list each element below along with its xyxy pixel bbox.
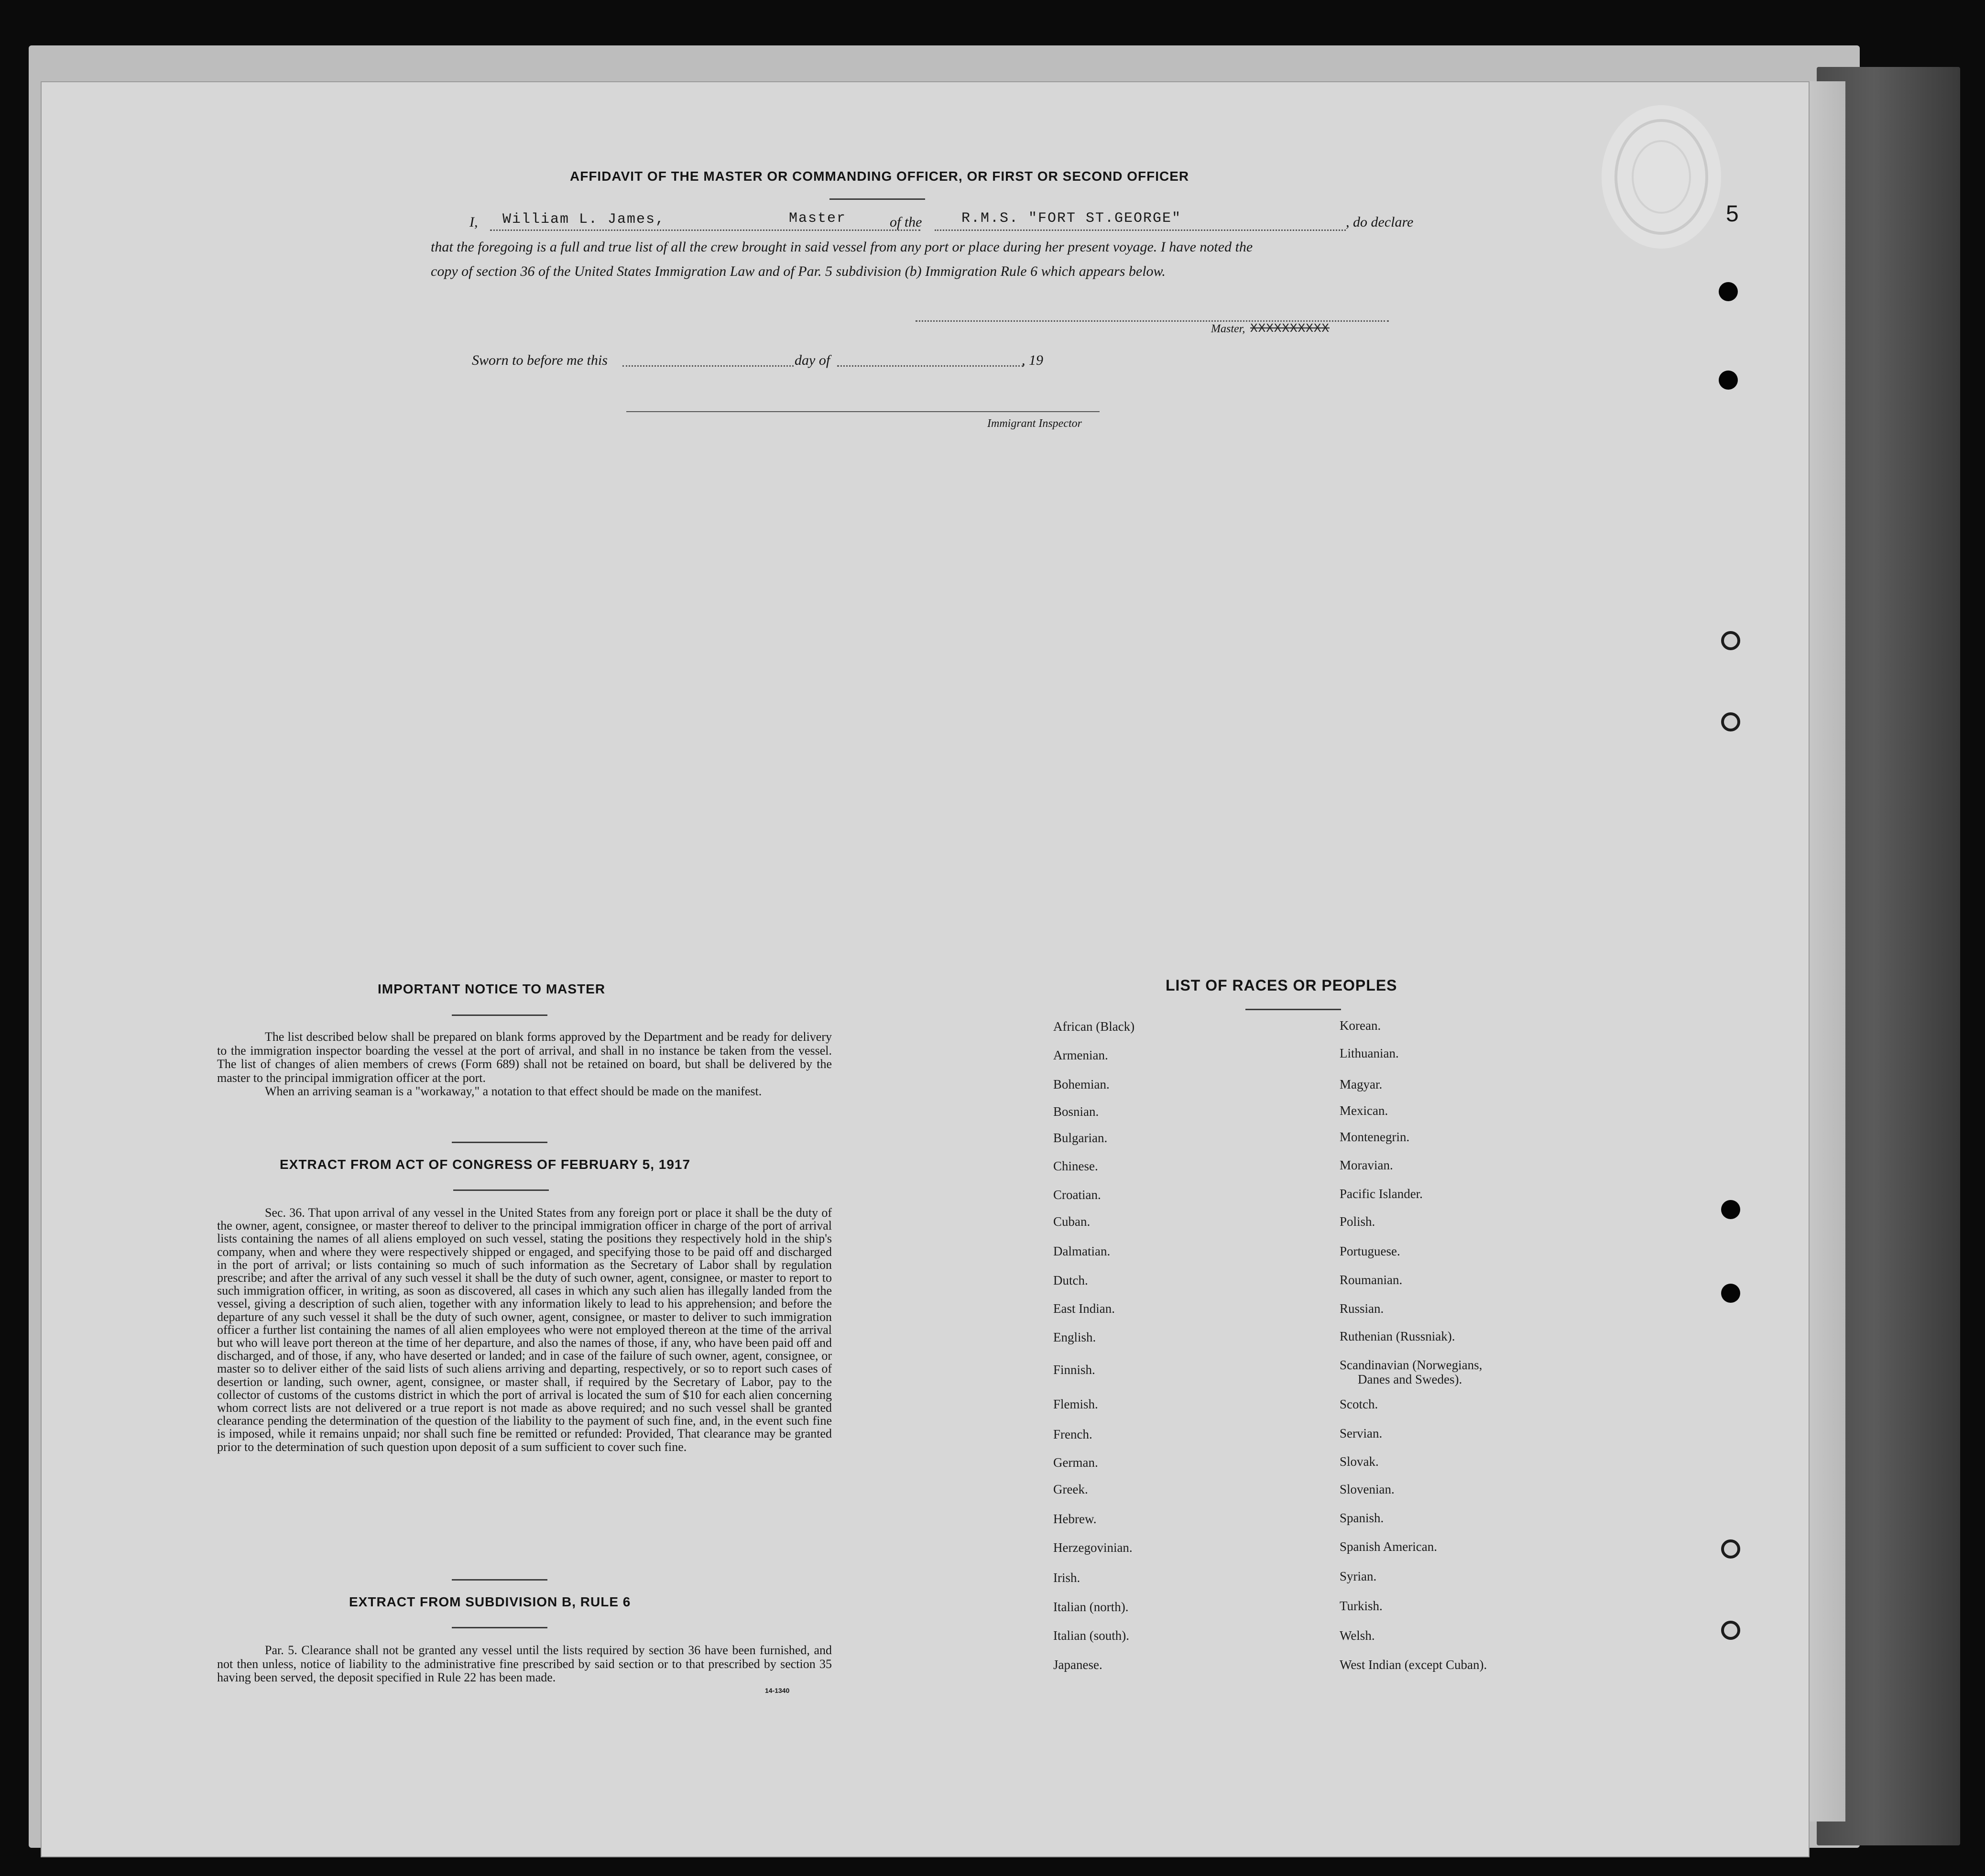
race-item: Pacific Islander. (1340, 1187, 1423, 1201)
affidavit-i: I, (469, 214, 478, 230)
race-item: Flemish. (1053, 1397, 1098, 1411)
affidavit-line-2: that the foregoing is a full and true list of all the crew brought in said vessel from any port or place during her present voyage. I have noted the (431, 239, 1253, 255)
sworn-day-line (622, 365, 794, 367)
binder-hole (1721, 1284, 1740, 1303)
race-item: Spanish. (1340, 1511, 1384, 1525)
race-item: Russian. (1340, 1301, 1384, 1316)
race-item: Moravian. (1340, 1158, 1393, 1172)
extract1-rule (453, 1189, 549, 1191)
race-item: French. (1053, 1427, 1092, 1441)
binder-hole (1719, 282, 1738, 301)
race-item: Dutch. (1053, 1273, 1088, 1287)
race-item: Italian (south). (1053, 1628, 1129, 1643)
race-item: German. (1053, 1455, 1098, 1470)
document-page (41, 81, 1810, 1857)
race-item: Herzegovinian. (1053, 1540, 1133, 1555)
race-item: Servian. (1340, 1426, 1383, 1440)
race-item: Turkish. (1340, 1599, 1383, 1613)
binder-hole (1721, 631, 1740, 650)
vessel-line (935, 229, 1346, 231)
race-item: Montenegrin. (1340, 1130, 1410, 1144)
race-item: Ruthenian (Russniak). (1340, 1329, 1455, 1343)
inspector-signature-line (626, 411, 1100, 412)
notice-body (217, 1030, 832, 1099)
race-item: West Indian (except Cuban). (1340, 1658, 1487, 1672)
race-item: Portuguese. (1340, 1244, 1400, 1258)
race-item: Italian (north). (1053, 1600, 1129, 1614)
race-item: Slovenian. (1340, 1482, 1395, 1496)
year-label: , 19 (1022, 352, 1043, 368)
race-item: Hebrew. (1053, 1512, 1097, 1526)
sworn-label: Sworn to before me this (472, 352, 608, 368)
affidavit-line-3: copy of section 36 of the United States Immigration Law and of Par. 5 subdivision (b) Immigration Rule 6 which appears below. (431, 263, 1166, 279)
race-item: East Indian. (1053, 1301, 1115, 1316)
form-number: 14-1340 (765, 1687, 790, 1694)
notice-paragraph-2: When an arriving seaman is a "workaway," a notation to that effect should be made on the manifest. (265, 1084, 762, 1098)
affidavit-title: AFFIDAVIT OF THE MASTER OR COMMANDING OFFICER, OR FIRST OR SECOND OFFICER (570, 169, 1189, 184)
binder-hole (1721, 1539, 1740, 1559)
race-item: Armenian. (1053, 1048, 1108, 1062)
master-name: William L. James, (502, 211, 665, 228)
binder-hole (1721, 1200, 1740, 1219)
race-item: Mexican. (1340, 1103, 1388, 1118)
race-item: Syrian. (1340, 1569, 1377, 1583)
notice-rule (452, 1014, 547, 1016)
race-item: Scotch. (1340, 1397, 1378, 1411)
master-caption: Master, (1211, 323, 1245, 335)
race-item: Chinese. (1053, 1159, 1098, 1173)
race-item: Korean. (1340, 1018, 1381, 1033)
binder-hole (1721, 712, 1740, 731)
race-item: Japanese. (1053, 1658, 1102, 1672)
race-item: Croatian. (1053, 1188, 1101, 1202)
race-item: Spanish American. (1340, 1539, 1437, 1554)
race-item: African (Black) (1053, 1019, 1135, 1034)
race-item: Greek. (1053, 1482, 1088, 1496)
rule-6-text: Par. 5. Clearance shall not be granted any vessel until the lists required by section 36 have been furnished, and not then unless, notice of liability to the administrative fine prescribed by said section or to that prescribed by section 35 having been served, the deposit specified in Rule 22 has been made. (217, 1643, 832, 1684)
day-of-label: day of (795, 352, 830, 368)
notice-end-rule (452, 1142, 547, 1143)
extract1-title: EXTRACT FROM ACT OF CONGRESS OF FEBRUARY 5, 1917 (280, 1157, 691, 1172)
race-item: Irish. (1053, 1571, 1080, 1585)
page-number: 5 (1726, 201, 1739, 227)
race-item: Welsh. (1340, 1628, 1375, 1643)
extract2-body (217, 1644, 832, 1685)
name-line (490, 229, 920, 231)
race-item: Bosnian. (1053, 1104, 1099, 1119)
race-item: Polish. (1340, 1214, 1375, 1229)
race-item: Danes and Swedes). (1358, 1372, 1462, 1386)
struck-officer-title: XXXXXXXXXX (1250, 321, 1330, 336)
vessel-name: R.M.S. "FORT ST.GEORGE" (961, 210, 1182, 227)
race-item: Finnish. (1053, 1363, 1095, 1377)
binder-hole (1721, 1621, 1740, 1640)
section-36-text: Sec. 36. That upon arrival of any vessel in the United States from any foreign port or place it shall be the duty of the owner, agent, consignee, or master thereof to deliver to the principal immigration officer in charge of the port of arrival lists containing the names of all aliens employed on such vessel, stating the positions they respectively hold in the ship's company, when and where they were respectively shipped or engaged, and specifying those to be paid off and discharged in the port of arrival; or lists containing so much of such information as the Secretary of Labor shall by regulation prescribe; and after the arrival of any such vessel it shall be the duty of such owner, agent, consignee, or master to report to such immigration officer, in writing, as soon as discovered, all cases in which any such alien has illegally landed from the vessel, giving a description of such alien, together with any information likely to lead to his apprehension; and before the departure of any such vessel it shall be the duty of such owner, agent, consignee, or master to deliver to such immigration officer a further list containing the names of all alien employees who were not employed thereon at the time of the arrival but who will leave port thereon at the time of her departure, and also the names of those, if any, who have been paid off and discharged, and of those, if any, who have deserted or landed; and in case of the failure of such owner, agent, consignee, or master so to deliver either of the said lists of such aliens arriving and departing, respectively, or so to report such cases of desertion or landing, such owner, agent, consignee, or master shall, if required by the Secretary of Labor, pay to the collector of customs of the customs district in which the port of arrival is located the sum of $10 for each alien concerning whom correct lists are not delivered or a true report is not made as above required; and no such vessel shall be granted clearance pending the determination of the question of the liability to the payment of such fine, and, in the event such fine is imposed, while it remains unpaid; nor shall such fine be remitted or refunded: Provided, That clearance may be granted prior to the determination of such question upon deposit of a sum sufficient to cover such fine. (217, 1206, 832, 1454)
race-item: Bohemian. (1053, 1077, 1110, 1091)
notice-paragraph-1: The list described below shall be prepared on blank forms approved by the Department and be ready for delivery to the immigration inspector boarding the vessel at the port of arrival, and shall in no instance be taken from the vessel. The list of changes of alien members of crews (Form 689) shall not be retained on board, but shall be delivered by the master to the principal immigration officer at the port. (217, 1030, 832, 1085)
race-item: Dalmatian. (1053, 1244, 1111, 1258)
sworn-month-line (837, 365, 1024, 367)
race-item: Magyar. (1340, 1077, 1383, 1091)
binder-hole (1719, 371, 1738, 390)
race-item: Scandinavian (Norwegians, (1340, 1358, 1483, 1372)
race-item: English. (1053, 1330, 1096, 1344)
inspector-caption: Immigrant Inspector (987, 417, 1082, 430)
race-item: Lithuanian. (1340, 1046, 1399, 1060)
extract2-rule (452, 1627, 547, 1628)
embossed-seal (1590, 86, 1733, 268)
race-item: Slovak. (1340, 1454, 1379, 1469)
extract2-title: EXTRACT FROM SUBDIVISION B, RULE 6 (349, 1594, 631, 1609)
race-item: Cuban. (1053, 1214, 1091, 1229)
race-item: Bulgarian. (1053, 1131, 1108, 1145)
of-the-label: of the (890, 214, 922, 230)
master-rank: Master (789, 210, 847, 227)
races-rule (1245, 1009, 1341, 1010)
do-declare-label: , do declare (1346, 214, 1414, 230)
races-title: LIST OF RACES OR PEOPLES (1166, 977, 1397, 994)
extract1-body (217, 1206, 832, 1453)
extract1-end-rule (452, 1579, 547, 1581)
title-rule (829, 198, 925, 200)
race-item: Roumanian. (1340, 1273, 1403, 1287)
notice-title: IMPORTANT NOTICE TO MASTER (378, 982, 606, 996)
